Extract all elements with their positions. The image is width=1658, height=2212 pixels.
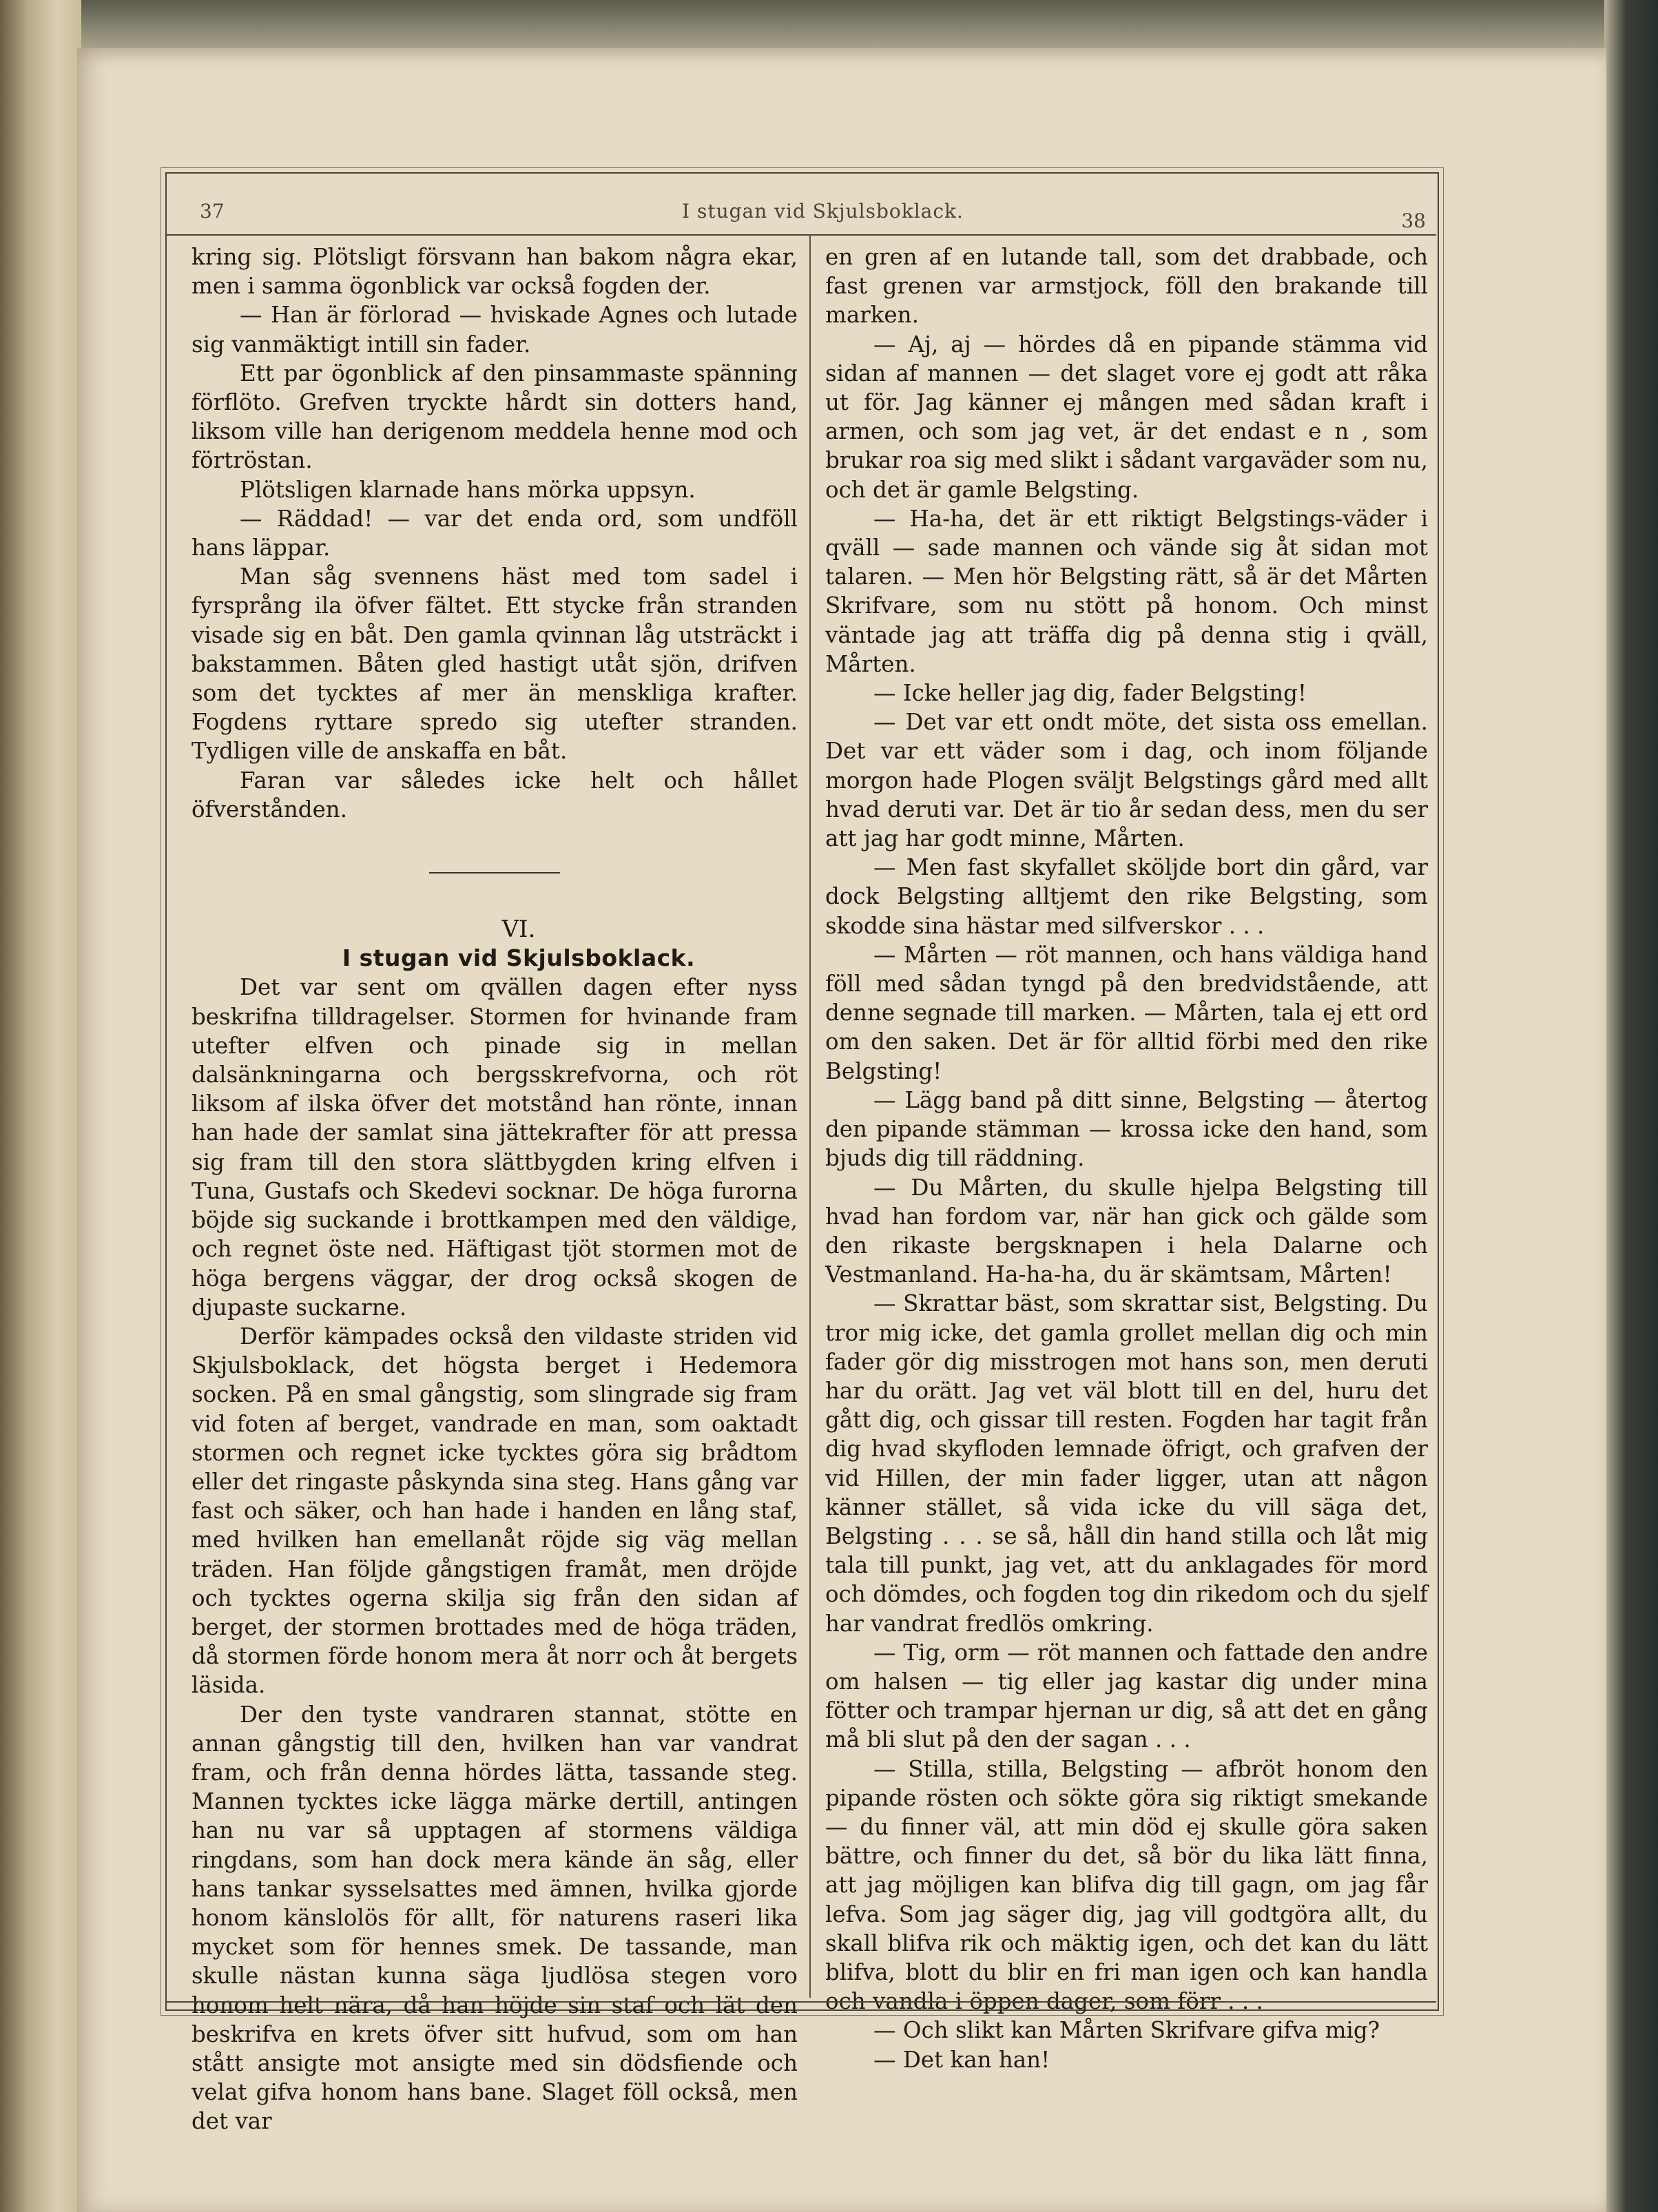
left-column-text-after: [191, 973, 798, 2136]
paragraph: — Aj, aj — hördes då en pipande stämma vid sidan af mannen — det slaget vore ej godt att råka ut för. Jag känner ej mången med sådan kraft i armen, och som jag vet, är det endast e n , som brukar roa sig med slikt i sådant vargaväder som nu, och det är gamle Belgsting.: [825, 331, 1428, 503]
paragraph: Faran var således icke helt och hållet öfverstånden.: [191, 767, 798, 823]
paragraph: — Lägg band på ditt sinne, Belgsting — återtog den pipande stämman — krossa icke den hand, som bjuds dig till räddning.: [825, 1086, 1428, 1172]
page-number-right: 38: [1401, 209, 1426, 232]
paragraph: — Skrattar bäst, som skrattar sist, Belgsting. Du tror mig icke, det gamla grollet mellan dig och min fader gör dig misstrogen mot hans son, men deruti har du orätt. Jag vet väl blott till en del, huru det gått dig, och gissar till resten. Fogden har tagit från dig hvad skyfloden lemnade öfrigt, och grafven der vid Hillen, der min fader ligger, utan att någon känner stället, så vida icke du vill säga det, Belgsting . . . se så, håll din hand stilla och låt mig tala till punkt, jag vet, att du anklagades för mord och dömdes, och fogden tog din rikedom och du sjelf har vandrat fredlös omkring.: [825, 1290, 1428, 1637]
paragraph: — Räddad! — var det enda ord, som undföll hans läppar.: [191, 505, 798, 561]
book-spine: [0, 0, 81, 2212]
book-top-edge: [0, 0, 1658, 55]
footer-rule: [165, 2001, 1436, 2003]
right-column: [825, 242, 1428, 2074]
paragraph: Der den tyste vandraren stannat, stötte en annan gångstig till den, hvilken han var vandrat fram, och från denna hördes lätta, tassande steg. Mannen tycktes icke lägga märke dertill, antingen han nu var så upptagen af stormens väldiga ringdans, som han dock mera kände än såg, eller hans tankar sysselsattes med ämnen, hvilka gjorde honom känslolös för allt, för naturens raseri lika mycket som för hennes smek. De tassande, man skulle nästan kunna säga ljudlösa stegen voro honom helt nära, då han höjde sin staf och lät den beskrifva en krets öfver sitt hufvud, som om han stått ansigte mot ansigte med sin dödsfiende och velat gifva honom hans bane. Slaget föll också, men det var: [191, 1701, 798, 2135]
paragraph: Ett par ögonblick af den pinsammaste spänning förflöto. Grefven tryckte hårdt sin dotters hand, liksom ville han derigenom meddela henne mod och förtröstan.: [191, 360, 798, 474]
paragraph: — Ha-ha, det är ett riktigt Belgstings-väder i qväll — sade mannen och vände sig åt sidan mot talaren. — Men hör Belgsting rätt, så är det Mårten Skrifvare, som nu stött på honom. Och minst väntade jag att träffa dig på denna stig i qväll, Mårten.: [825, 505, 1428, 677]
running-header: [200, 200, 1426, 234]
column-divider: [809, 234, 811, 1998]
paragraph: — Det kan han!: [873, 2046, 1050, 2073]
chapter-title: I stugan vid Skjulsboklack.: [342, 944, 696, 972]
paragraph: kring sig. Plötsligt försvann han bakom några ekar, men i samma ögonblick var också fogden der.: [191, 244, 798, 300]
paragraph: — Mårten — röt mannen, och hans väldiga hand föll med sådan tyngd på den bredvidstående, att denne segnade till marken. — Mårten, tala ej ett ord om den saken. Det är för alltid förbi med den rike Belgsting!: [825, 941, 1428, 1084]
section-separator: [429, 872, 560, 874]
paragraph: Plötsligen klarnade hans mörka uppsyn.: [240, 476, 696, 503]
paragraph: — Han är förlorad — hviskade Agnes och lutade sig vanmäktigt intill sin fader.: [191, 302, 798, 358]
paragraph: — Du Mårten, du skulle hjelpa Belgsting till hvad han fordom var, när han gick och gälde som den rikaste bergsknapen i hela Dalarne och Vestmanland. Ha-ha-ha, du är skämtsam, Mårten!: [825, 1174, 1428, 1288]
paragraph: — Icke heller jag dig, fader Belgsting!: [873, 680, 1307, 707]
book-right-edge: [1604, 0, 1658, 2212]
left-column: [191, 242, 798, 2136]
header-rule: [165, 234, 1436, 236]
paragraph: Derför kämpades också den vildaste striden vid Skjulsboklack, det högsta berget i Hedemora socken. På en smal gångstig, som slingrade sig fram vid foten af berget, vandrade en man, som oaktadt stormen och regnet icke tycktes göra sig brådtom eller det ringaste påskynda sina steg. Hans gång var fast och säker, och han hade i handen en lång staf, med hvilken han emellanåt röjde sig väg mellan träden. Han följde gångstigen framåt, men dröjde och tycktes ogerna skilja sig från den sidan af berget, der stormen brottades med de höga träden, då stormen förde honom mera åt norr och åt bergets läsida.: [191, 1323, 798, 1699]
paragraph: — Och slikt kan Mårten Skrifvare gifva mig?: [873, 2017, 1380, 2044]
paragraph: — Det var ett ondt möte, det sista oss emellan. Det var ett väder som i dag, och inom följande morgon hade Plogen sväljt Belgstings gård med allt hvad deruti var. Det är tio år sedan dess, men du ser att jag har godt minne, Mårten.: [825, 709, 1428, 852]
right-column-text: [825, 242, 1428, 2074]
running-title: I stugan vid Skjulsboklack.: [682, 200, 964, 223]
page-number-left: 37: [200, 200, 225, 223]
paragraph: en gren af en lutande tall, som det drabbade, och fast grenen var armstjock, föll den brakande till marken.: [825, 244, 1428, 329]
paragraph: — Tig, orm — röt mannen och fattade den andre om halsen — tig eller jag kastar dig under mina fötter och trampar hjernan ur dig, så att det en gång må bli slut på den der sagan . . .: [825, 1639, 1428, 1753]
left-column-text-before: [191, 242, 798, 824]
paragraph: — Men fast skyfallet sköljde bort din gård, var dock Belgsting alltjemt den rike Belgsting, som skodde sina hästar med silfverskor . . .: [825, 854, 1428, 939]
paragraph: Man såg svennens häst med tom sadel i fyrsprång ila öfver fältet. Ett stycke från stranden visade sig en båt. Den gamla qvinnan låg utsträckt i bakstammen. Båten gled hastigt utåt sjön, drifven som det tycktes af mer än menskliga krafter. Fogdens ryttare spredo sig utefter stranden. Tydligen ville de anskaffa en båt.: [191, 564, 798, 765]
chapter-number: VI.: [501, 916, 536, 944]
paragraph: — Stilla, stilla, Belgsting — afbröt honom den pipande rösten och sökte göra sig riktigt smekande — du finner väl, att min död ej skulle göra saken bättre, och finner du det, så bör du lika lätt finna, att jag möjligen kan blifva dig till gagn, om jag får lefva. Som jag säger dig, jag vill godtgöra allt, du skall blifva rik och mäktig igen, och det kan du lätt blifva, blott du blir en fri man igen och kan handla och vandla i öppen dager, som förr . . .: [825, 1755, 1428, 2015]
paragraph: Det var sent om qvällen dagen efter nyss beskrifna tilldragelser. Stormen for hvinande fram utefter elfven och pinade sig in mellan dalsänkningarna och bergsskrefvorna, och röt liksom af ilska öfver det motstånd han rönte, innan han hade der samlat sina jättekrafter för att pressa sig fram till den stora slättbygden kring elfven i Tuna, Gustafs och Skedevi socknar. De höga furorna böjde sig suckande i brottkampen med den väldige, och regnet öste ned. Häftigast tjöt stormen mot de höga bergens väggar, der drog också skogen de djupaste suckarne.: [191, 974, 798, 1321]
